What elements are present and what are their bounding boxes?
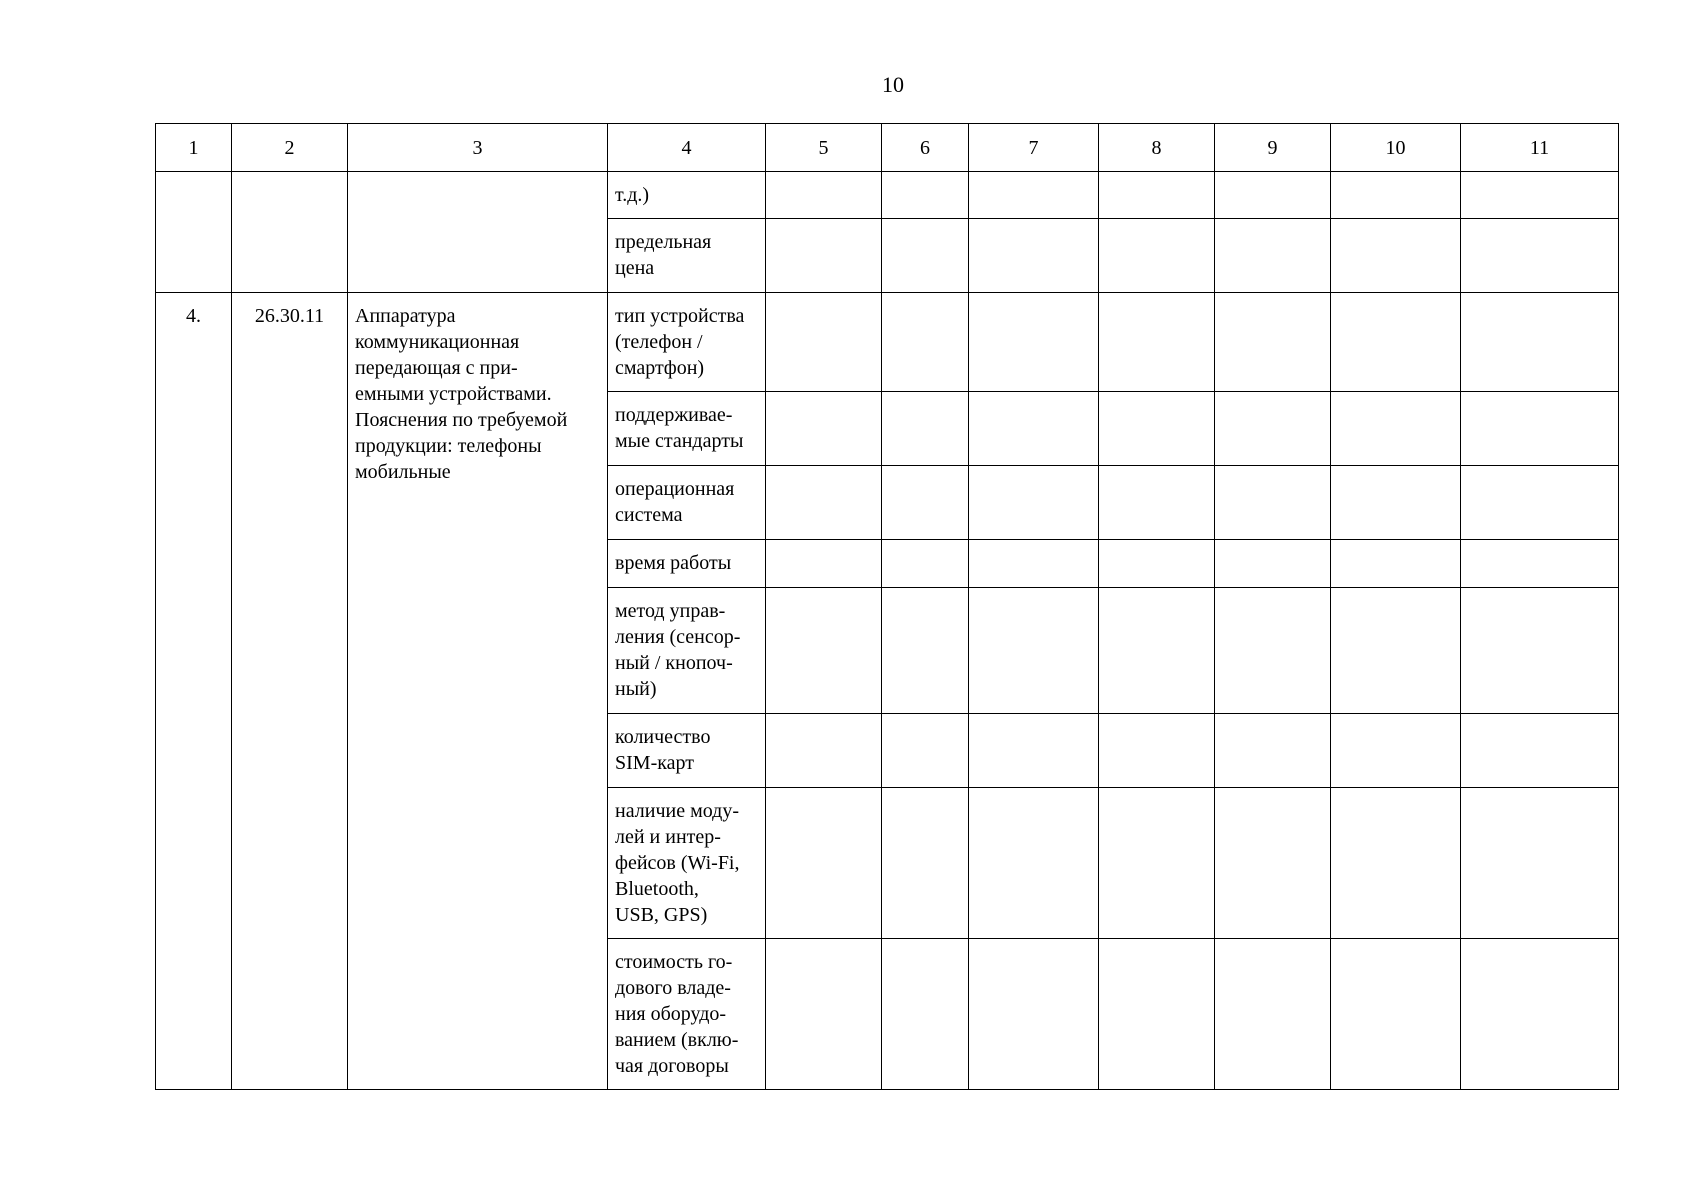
header-col-10: 10: [1331, 124, 1461, 172]
characteristic-cell: стоимость го- дового владе- ния оборудо- ванием (вклю- чая договоры: [608, 939, 766, 1090]
characteristic-cell: предельная цена: [608, 219, 766, 293]
header-col-1: 1: [156, 124, 232, 172]
header-col-9: 9: [1215, 124, 1331, 172]
okpd-code-cell: 26.30.11: [232, 293, 348, 1090]
characteristic-cell: т.д.): [608, 172, 766, 219]
header-col-3: 3: [348, 124, 608, 172]
characteristic-cell: тип устройства (телефон / смартфон): [608, 293, 766, 392]
characteristic-cell: операционная система: [608, 466, 766, 540]
page-number: 10: [882, 72, 904, 97]
row-number-cell: 4.: [156, 293, 232, 1090]
header-col-7: 7: [969, 124, 1099, 172]
characteristic-cell: метод управ- ления (сенсор- ный / кнопоч- ный): [608, 588, 766, 714]
characteristic-cell: наличие моду- лей и интер- фейсов (Wi-Fi, Bluetooth, USB, GPS): [608, 788, 766, 939]
row-number-cell: [156, 172, 232, 293]
characteristic-cell: поддерживае- мые стандарты: [608, 392, 766, 466]
product-description-cell: Аппаратура коммуникационная передающая с при- емными устройствами. Пояснения по требуемой продукции: телефоны мобильные: [348, 293, 608, 1090]
table-row: [156, 172, 1619, 219]
header-col-2: 2: [232, 124, 348, 172]
header-col-8: 8: [1099, 124, 1215, 172]
characteristic-cell: время работы: [608, 540, 766, 588]
header-col-4: 4: [608, 124, 766, 172]
okpd-code-cell: [232, 172, 348, 293]
header-col-11: 11: [1461, 124, 1619, 172]
characteristic-cell: количество SIM-карт: [608, 714, 766, 788]
table-row: [156, 293, 1619, 392]
requirements-table: [155, 123, 1619, 1090]
table-header-row: [156, 124, 1619, 172]
header-col-5: 5: [766, 124, 882, 172]
product-description-cell: [348, 172, 608, 293]
header-col-6: 6: [882, 124, 969, 172]
